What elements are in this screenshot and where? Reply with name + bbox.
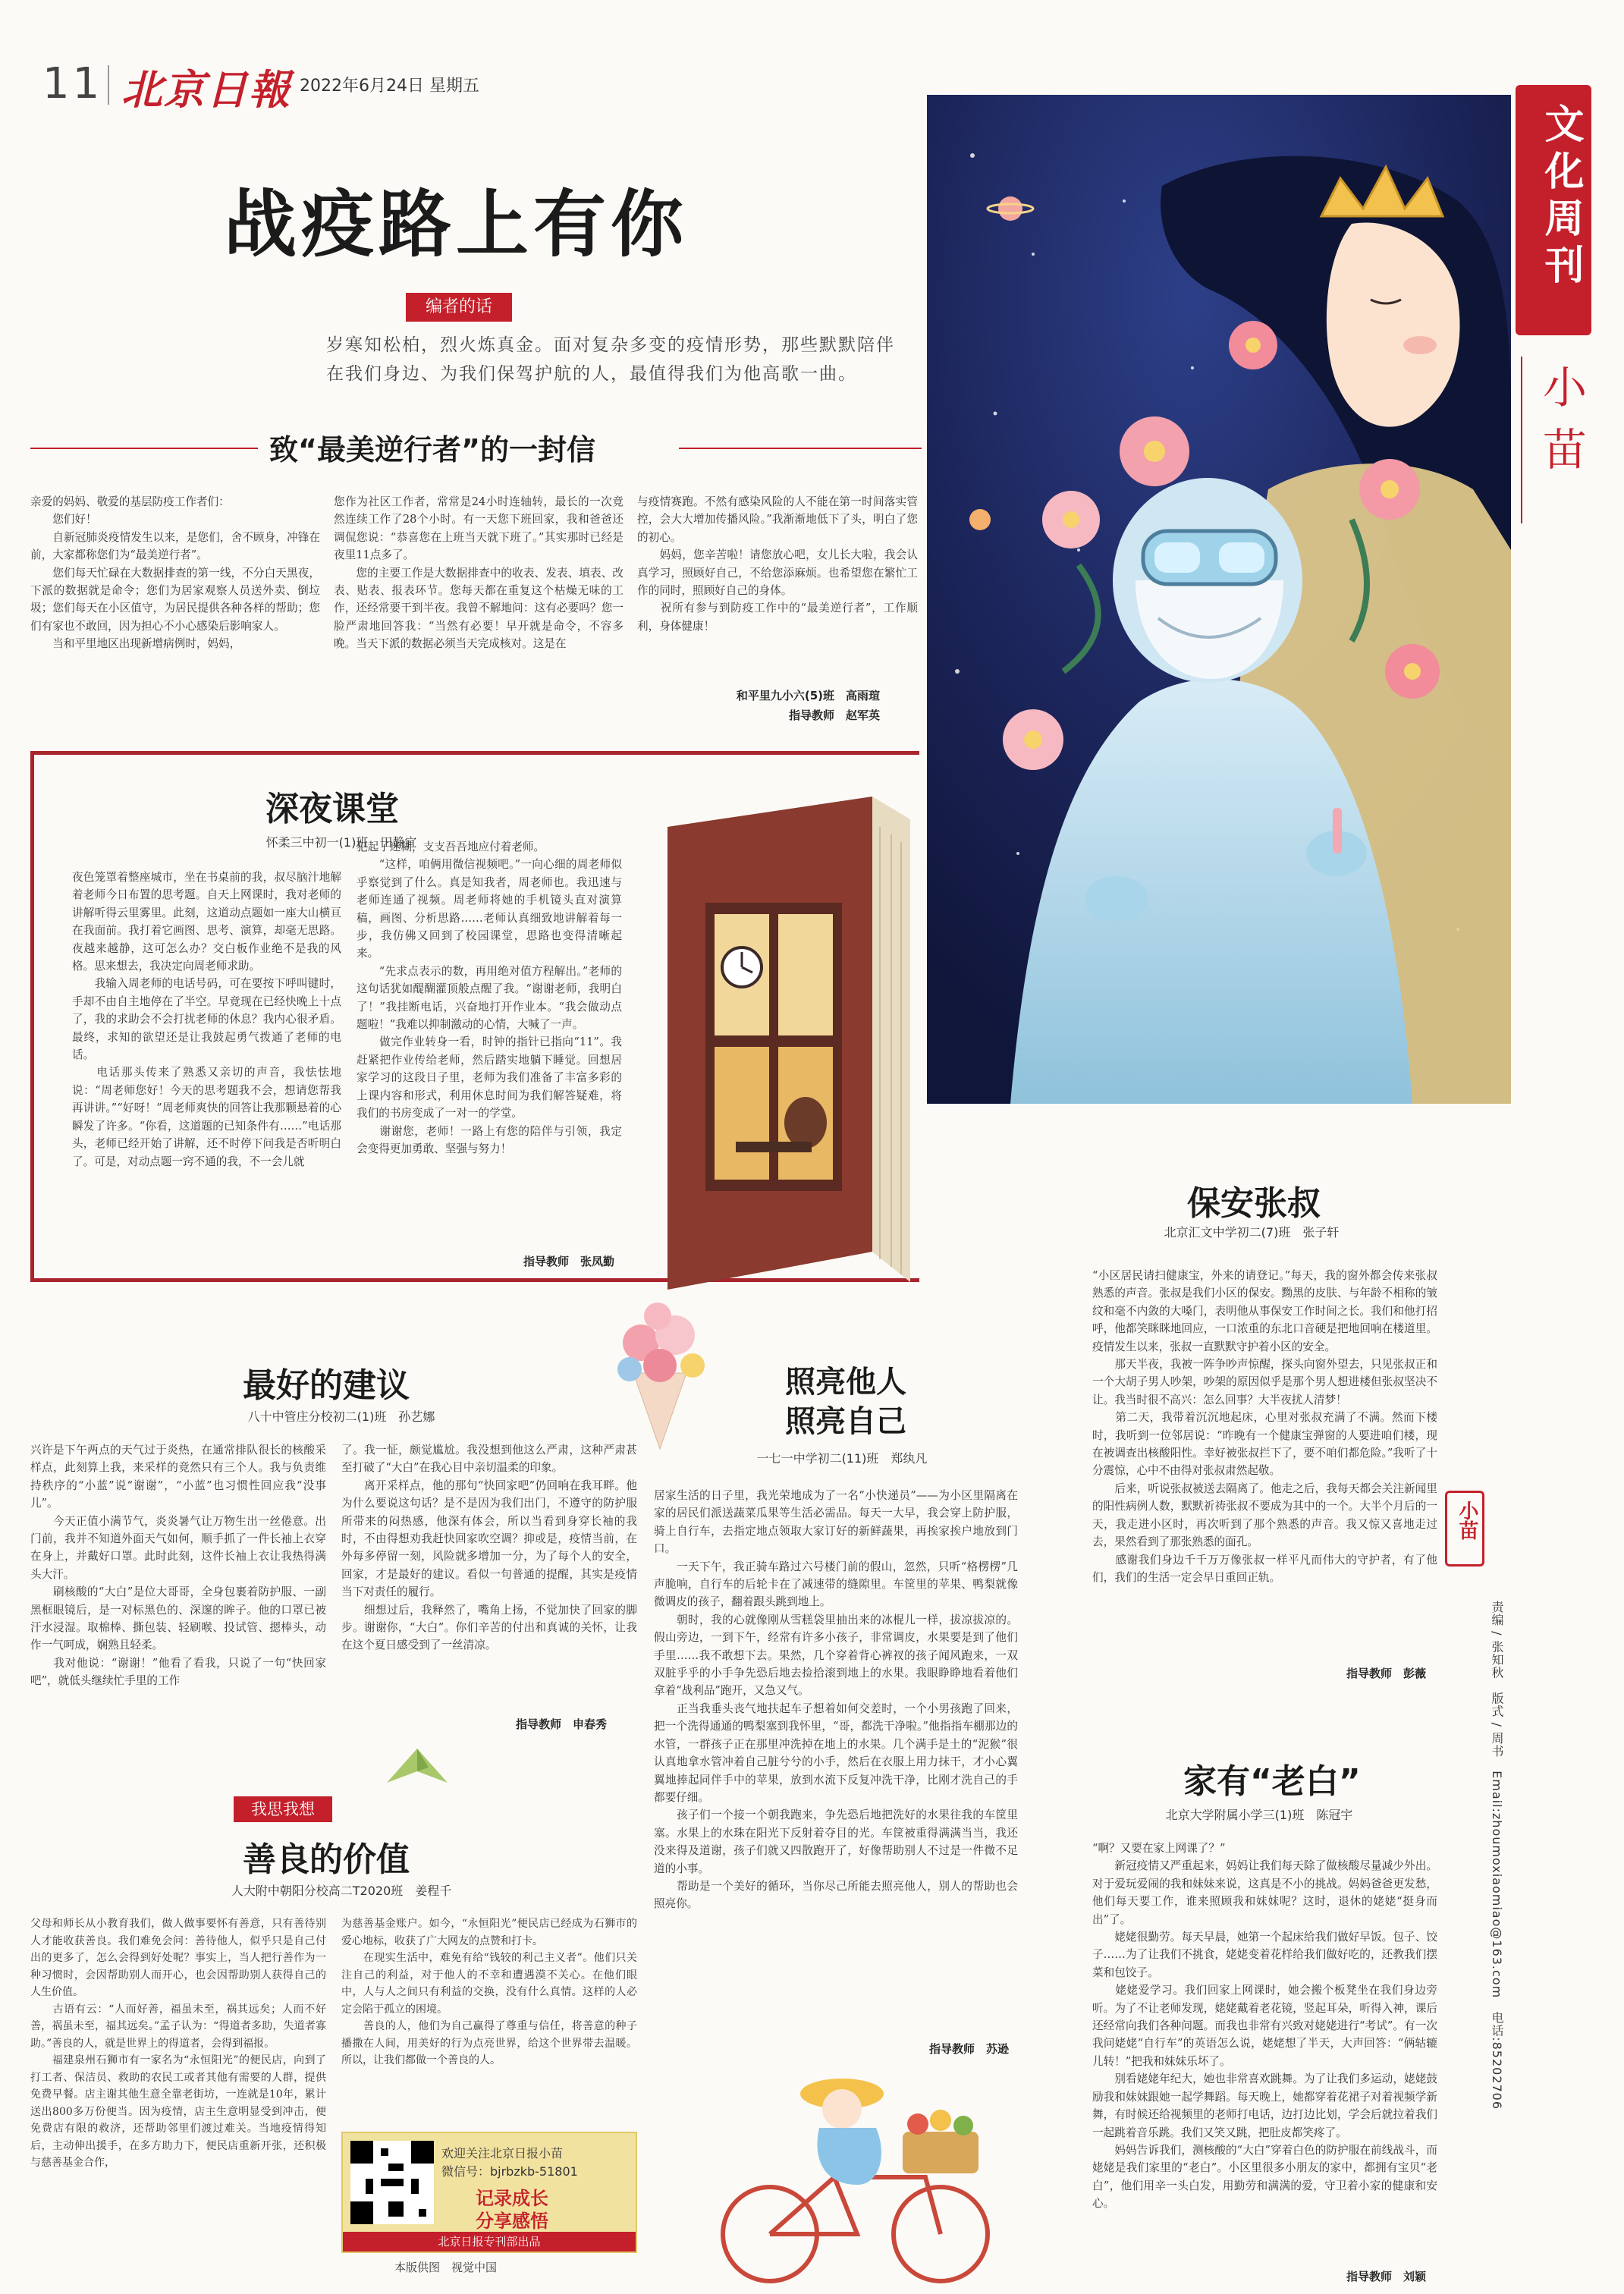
book-window-illustration <box>622 797 941 1328</box>
qr-code-pattern <box>350 2141 434 2224</box>
girl-bike-illustration <box>698 2063 1016 2291</box>
qr-footer: 北京日报专刊部出品 <box>343 2232 636 2252</box>
letter-column-2: 您作为社区工作者，常常是24小时连轴转，最长的一次竟然连续工作了28个小时。有一天您下班回家，我和爸爸还调侃您说：“恭喜您在上班当天就下班了。”其实那时已经是夜里11点多了。 您的主要工作是大数据排查中的收表、发表、填表、改表、贴表、报表环节。您每天都在重复这个枯燥无味的工作，还经常要干到半夜。我曾不解地问：这有必要吗？您一脸严肃地回答我：“当然有必要！早开就是命令，不容多晚。当天下派的数据必须当天完成核对。这是在 <box>334 495 624 651</box>
qr-slogan-1: 记录成长 <box>476 2188 548 2209</box>
kindness-column-2: 为慈善基金账户。如今，“永恒阳光”便民店已经成为石狮市的爱心地标，收获了广大网友的点赞和打卡。 在现实生活中，难免有给“钱较的利己主义者”。他们只关注自己的利益，对于他人的不幸和遭遇漠不关心。在他们眼中，人与人之间只有利益的交换，没有什么真情。这样的人必定会陷于孤立的困境。 善良的人，他们为自己赢得了尊重与信任，将善意的种子播撒在人间，用美好的行为点亮世界，给这个世界带去温暖。所以，让我们都做一个善良的人。 <box>341 1918 637 2066</box>
photo-credit: 本版供图 视觉中国 <box>394 2261 498 2274</box>
qr-promo-box <box>341 2132 637 2253</box>
letter-author: 和平里九小六(5)班 高雨瑄 <box>736 689 880 702</box>
letter-column-3: 与疫情赛跑。不然有感染风险的人不能在第一时间落实管控，会大大增加传播风险。”我渐渐地低下了头，明白了您的初心。 妈妈，您辛苦啦！请您放心吧，女儿长大啦，我会认真学习，照顾好自己，不给您添麻烦。也希望您在繁忙工作的同时，照顾好自己的身体。 祝所有参与到防疫工作中的“最美逆行者”，工作顺利，身体健康！ <box>637 495 918 633</box>
laobai-text: “啊？又要在家上网课了？” 新冠疫情又严重起来，妈妈让我们每天除了做核酸尽量减少外出。对于爱玩爱闹的我和妹妹来说，这真是不小的挑战。妈妈爸爸更发愁，他们每天要工作，谁来照顾我和妹妹呢？这时，退休的姥姥“挺身而出”了。 姥姥很勤劳。每天早晨，她第一个起床给我们做好早饭。包子、饺子……为了让我们不挑食，姥姥变着花样给我们做好吃的，还教我们摆菜和包饺子。 姥姥爱学习。我们回家上网课时，她会搬个板凳坐在我们身边旁听。为了不让老师发现，姥姥戴着老花镜，竖起耳朵，听得入神，课后还经常向我们各种问题。而我也非常有兴致对姥姥进行“考试”。有一次我问姥姥“自行车”的英语怎么说，姥姥想了半天，大声回答：“俩轱辘儿转！”把我和妹妹乐坏了。 别看姥姥年纪大，她也非常喜欢跳舞。为了让我们多运动，姥姥鼓励我和妹妹跟她一起学舞蹈。每天晚上，她都穿着花裙子对着视频学新舞，有时候还给视频里的老师打电话，边打边比划，学会后就拉着我们一起跳着音乐跳。我们又笑又跳，把肚皮都笑疼了。 妈妈告诉我们，测核酸的“大白”穿着白色的防护服在前线战斗，而姥姥是我们家里的“老白”。小区里很多小朋友的家中，都拥有宝贝“老白”，他们用辛一头白发，用勤劳和满满的爱，守卫着小家的健康和安心。 <box>1092 1842 1437 2211</box>
advice-author: 八十中管庄分校初二(1)班 孙艺娜 <box>247 1409 435 1424</box>
side-credits: 责编 / 张知秋 版式 / 周书 Email:zhoumoxiaomiao@163.com 电话:85202706 <box>1490 1601 1504 2110</box>
lighting-teacher: 指导教师 苏逊 <box>928 2042 1009 2056</box>
kindness-tag: 我思我想 <box>234 1796 332 1822</box>
girl-bike-drawing <box>698 2063 1016 2291</box>
nurse-illustration <box>927 95 1511 1104</box>
qr-text-follow: 欢迎关注北京日报小苗 <box>441 2146 564 2160</box>
masthead-divider <box>108 65 109 105</box>
section-banner <box>1516 85 1591 335</box>
kindness-author: 人大附中朝阳分校高二T2020班 姜程千 <box>231 1884 452 1898</box>
newspaper-name: 北京日報 <box>121 65 291 114</box>
night-class-teacher: 指导教师 张凤勤 <box>523 1255 614 1268</box>
advice-title: 最好的建议 <box>243 1366 410 1405</box>
bouquet-drawing <box>603 1290 717 1457</box>
kindness-column-1: 父母和师长从小教育我们，做人做事要怀有善意，只有善待别人才能收获善良。我们难免会问：善待他人，似乎只是自己付出的更多了，怎么会得到好处呢？事实上，当人把行善作为一种习惯时，会因帮助别人而开心，也会因帮助别人获得自己的人生价值。 古语有云：“人而好善，福虽未至，祸其远矣；人而不好善，祸虽未至，福其远矣。”孟子认为：“得道者多助，失道者寡助。”善良的人，就是世界上的得道者，会得到福报。 福建泉州石狮市有一家名为“永恒阳光”的便民店，向到了打工者、保洁员、救助的农民工或者其他有需要的人群，提供免费早餐。店主谢其他生意全靠老街坊，一连就是10年，累计送出800多万份便当。因为疫情，店主生意明显受到冲击，便免费店有限的救济，还帮助邻里们渡过难关。当地疫情得知后，主动伸出援手，在多方助力下，便民店重新开张，还积极与慈善基金合作， <box>30 1918 326 2169</box>
laobai-title: 家有“老白” <box>1183 1762 1361 1801</box>
lighting-author: 一七一中学初二(11)班 郑纨凡 <box>756 1451 928 1466</box>
night-class-author: 怀柔三中初一(1)班 田静宜 <box>265 835 417 850</box>
letter-column-1: 亲爱的妈妈、敬爱的基层防疫工作者们： 您们好！ 自新冠肺炎疫情发生以来，是您们，舍不顾身，冲锋在前，大家都称您们为“最美逆行者”。 您们每天忙碌在大数据排查的第一线，不分白天黑夜，下派的数据就是命令；您们为居家观察人员送外卖、倒垃圾；您们每天在小区值守，为居民提供各种各样的帮助；您们有家也不敢回，因为担心不小心感染后影响家人。 当和平里地区出现新增病例时，妈妈， <box>30 495 320 651</box>
advice-column-1: 兴许是下午两点的天气过于炎热，在通常排队很长的核酸采样点，此刻算上我，来采样的竟然只有三个人。我与负责维持秩序的“小蓝”说“谢谢”，“小蓝”也习惯性回应我“没事儿”。 今天正值小满节气，炎炎暑气让万物生出一丝倦意。出门前，我并不知道外面天气如何，顺手抓了一件长袖上衣穿在身上，并戴好口罩。此时此刻，这件长袖上衣让我热得满头大汗。 刷核酸的“大白”是位大哥哥，全身包裹着防护服、一副黑框眼镜后，是一对标黑色的、深邃的眸子。他的口罩已被汗水浸湿。取棉棒、撕包装、轻刷喉、投试管、摁棒头，动作一气呵成，娴熟且轻柔。 我对他说：“谢谢！”他看了看我，只说了一句“快回家吧”，就低头继续忙手里的工作 <box>30 1444 326 1688</box>
seal-stamp <box>1445 1491 1484 1567</box>
security-author: 北京汇文中学初二(7)班 张子轩 <box>1164 1225 1340 1240</box>
security-title: 保安张叔 <box>1187 1184 1321 1223</box>
editor-note-text: 岁寒知松柏，烈火炼真金。面对复杂多变的疫情形势，那些默默陪伴在我们身边、为我们保驾护航的人，最值得我们为他高歌一曲。 <box>326 335 895 384</box>
laobai-teacher: 指导教师 刘颖 <box>1346 2270 1426 2283</box>
qr-code[interactable] <box>350 2141 434 2224</box>
editor-note-label: 编者的话 <box>406 293 512 322</box>
banner-rule <box>1521 357 1522 523</box>
book-window-drawing <box>622 797 941 1328</box>
lighting-title-2: 照亮自己 <box>785 1404 906 1439</box>
letter-title-rule-right <box>679 448 922 449</box>
advice-column-2: 了。我一怔，颇觉尴尬。我没想到他这么严肃，这种严肃甚至打破了“大白”在我心目中亲切温柔的印象。 离开采样点，他的那句“快回家吧”仍回响在我耳畔。他为什么要说这句话？是不是因为我们出门，不遵守的防护服所带来的闷热感，他深有体会，所以当看到身穿长袖的我时，不由得想劝我赶快回家吹空调？抑或是，疫情当前，在外每多停留一刻，风险就多增加一分，为了每个人的安全，回家，才是最好的建议。看似一句普通的提醒，其实是疫情当下对责任的履行。 细想过后，我释然了，嘴角上扬，不觉加快了回家的脚步。谢谢你，“大白”。你们辛苦的付出和真诚的关怀，让我在这个夏日感受到了一丝清凉。 <box>341 1444 637 1652</box>
night-class-title: 深夜课堂 <box>265 790 399 828</box>
night-class-column-1: 夜色笼罩着整座城市，坐在书桌前的我，叔尽脑汁地解着老师今日布置的思考题。自天上网课时，我对老师的讲解听得云里雾里。此刻，这道动点题如一座大山横亘在我面前。我打着它画图、思考、演算，却毫无思路。夜越来越静，这可怎么办？交白板作业绝不是我的风格。思来想去，我决定向周老师求助。 我输入周老师的电话号码，可在要按下呼叫键时，手却不由自主地停在了半空。早竟现在已经快晚上十点了，我的求助会不会打扰老师的休息？我内心很矛盾。最终，求知的欲望还是让我鼓起勇气拨通了老师的电话。 电话那头传来了熟悉又亲切的声音，我怯怯地说：“周老师您好！今天的思考题我不会，想请您帮我再讲讲。”“好呀！”周老师爽快的回答让我那颗悬着的心瞬发了许多。“你看，这道题的已知条件有……”电话那头，老师已经开始了讲解，还不时停下问我是否听明白了。可是，对动点题一窍不通的我，不一会儿就 <box>72 871 341 1168</box>
qr-slogan-2: 分享感悟 <box>476 2211 548 2232</box>
bouquet-illustration <box>603 1290 717 1457</box>
issue-date: 2022年6月24日 星期五 <box>300 77 479 96</box>
page-number: 11 <box>42 59 103 108</box>
seal-text: 小苗 <box>1456 1501 1478 1540</box>
security-teacher: 指导教师 彭薇 <box>1346 1667 1426 1680</box>
kindness-title: 善良的价值 <box>243 1840 410 1879</box>
qr-text-wechat: 微信号：bjrbzkb-51801 <box>441 2164 578 2179</box>
night-class-column-2: 犯起了迷糊，支支吾吾地应付着老师。 “这样，咱俩用微信视频吧。”一向心细的周老师似乎察觉到了什么。真是知我者，周老师也。我迅速与老师连通了视频。周老师将她的手机镜头直对演算稿，画图、分析思路……老师认真细致地讲解着每一步，我仿佛又回到了校园课堂，思路也变得清晰起来。 “先求点表示的数，再用绝对值方程解出。”老师的这句话犹如醍醐灌顶般点醒了我。“谢谢老师，我明白了！”我挂断电话，兴奋地打开作业本。“我会做动点题啦！”我难以抑制激动的心情，大喊了一声。 做完作业转身一看，时钟的指针已指向“11”。我赶紧把作业传给老师，然后踏实地躺下睡觉。回想居家学习的这段日子里，老师为我们准备了丰富多彩的上课内容和形式，利用休息时间为我们解答疑难，将我们的书房变成了一对一的学堂。 谢谢您，老师！一路上有您的陪伴与引领，我定会变得更加勇敢、坚强与努力！ <box>357 841 622 1155</box>
security-text: “小区居民请扫健康宝，外来的请登记。”每天，我的窗外都会传来张叔熟悉的声音。张叔是我们小区的保安。黝黑的皮肤、与年龄不相称的皱纹和毫不内敛的大嗓门，表明他从事保安工作时间之长。我们和他打招呼，他都笑眯眯地回应，一口浓重的东北口音硬是把地回响在楼道里。疫情发生以来，张叔一直默默守护着小区的安全。 那天半夜，我被一阵争吵声惊醒，探头向窗外望去，只见张叔正和一个大胡子男人吵架，吵架的原因似乎是那个男人想进楼但张叔坚决不让。我当时很不高兴：怎么回事？大半夜扰人清梦！ 第二天，我带着沉沉地起床，心里对张叔充满了不满。然而下楼时，我听到一位邻居说：“昨晚有一个健康宝弹窗的人要进咱们楼，现在被调查出核酸阳性。幸好被张叔拦下了，要不咱们都危险。”我听了十分震惊，心中不由得对张叔肃然起敬。 后来，听说张叔被送去隔离了。他走之后，我每天都会关注新闻里的阳性病例人数，默默祈祷张叔不要成为其中的一个。大半个月后的一天，我走进小区时，再次听到了那个熟悉的声音。我又惊又喜地走过去，果然看到了那张熟悉的面孔。 感谢我们身边千千万万像张叔一样平凡而伟大的守护者，有了他们，我们的生活一定会早日重回正轨。 <box>1092 1269 1437 1584</box>
letter-teacher: 指导教师 赵军英 <box>788 709 880 722</box>
column-title: 小苗 <box>1535 364 1587 489</box>
hero-illustration <box>927 95 1511 1104</box>
lighting-title-1: 照亮他人 <box>785 1365 906 1400</box>
lighting-text: 居家生活的日子里，我光荣地成为了一名“小快递员”——为小区里隔离在家的居民们派送蔬菜瓜果等生活必需品。每天一大早，我会穿上防护服，骑上自行车，去指定地点领取大家订好的新鲜蔬果，再挨家挨户地放到门口。 一天下午，我正骑车路过六号楼门前的假山，忽然，只听“格楞楞”几声脆响，自行车的后轮卡在了减速带的缝隙里。车筐里的苹果、鸭梨就像微调皮的孩子，翻着跟头跳到地上。 朝时，我的心就像刚从雪糕袋里抽出来的冰棍儿一样，拔凉拔凉的。假山旁边，一到下午，经常有许多小孩子，非常调皮，水果要是到了他们手里……我不敢想下去。果然，几个穿着背心裤衩的孩子闻风跑来，一双双脏乎乎的小手争先恐后地去捡拾滚到地上的水果。我眼睁睁地看着他们拿着“战利品”跑开，又急又气。 正当我垂头丧气地扶起车子想着如何交差时，一个小男孩跑了回来，把一个洗得通通的鸭梨塞到我怀里，“哥，都洗干净啦。”他指指车棚那边的水管，一群孩子正在那里冲洗掉在地上的水果。几个满手是土的“泥猴”很认真地拿水管冲着自己脏兮兮的小手，然后在衣服上用力抹干，才小心翼翼地捧起同伴手中的苹果，放到水流下反复冲洗干净，比刚才洗自己的手都要仔细。 孩子们一个接一个朝我跑来，争先恐后地把洗好的水果往我的车筐里塞。水果上的水珠在阳光下反射着夺目的光。车筐被重得满满当当，我还没来得及道谢，孩子们就又四散跑开了，好像帮助别人不过是一件微不足道的小事。 帮助是一个美好的循环，当你尽己所能去照亮他人，别人的帮助也会照亮你。 <box>654 1489 1018 1911</box>
advice-teacher: 指导教师 申春秀 <box>515 1717 607 1731</box>
page-headline: 战疫路上有你 <box>224 182 688 267</box>
masthead <box>0 0 1624 114</box>
section-title: 文化周刊 <box>1538 103 1583 291</box>
letter-title-rule-left <box>30 448 258 449</box>
laobai-author: 北京大学附属小学三(1)班 陈冠宇 <box>1165 1808 1353 1822</box>
letter-title: 致“最美逆行者”的一封信 <box>269 433 595 467</box>
crane-icon <box>383 1745 451 1790</box>
